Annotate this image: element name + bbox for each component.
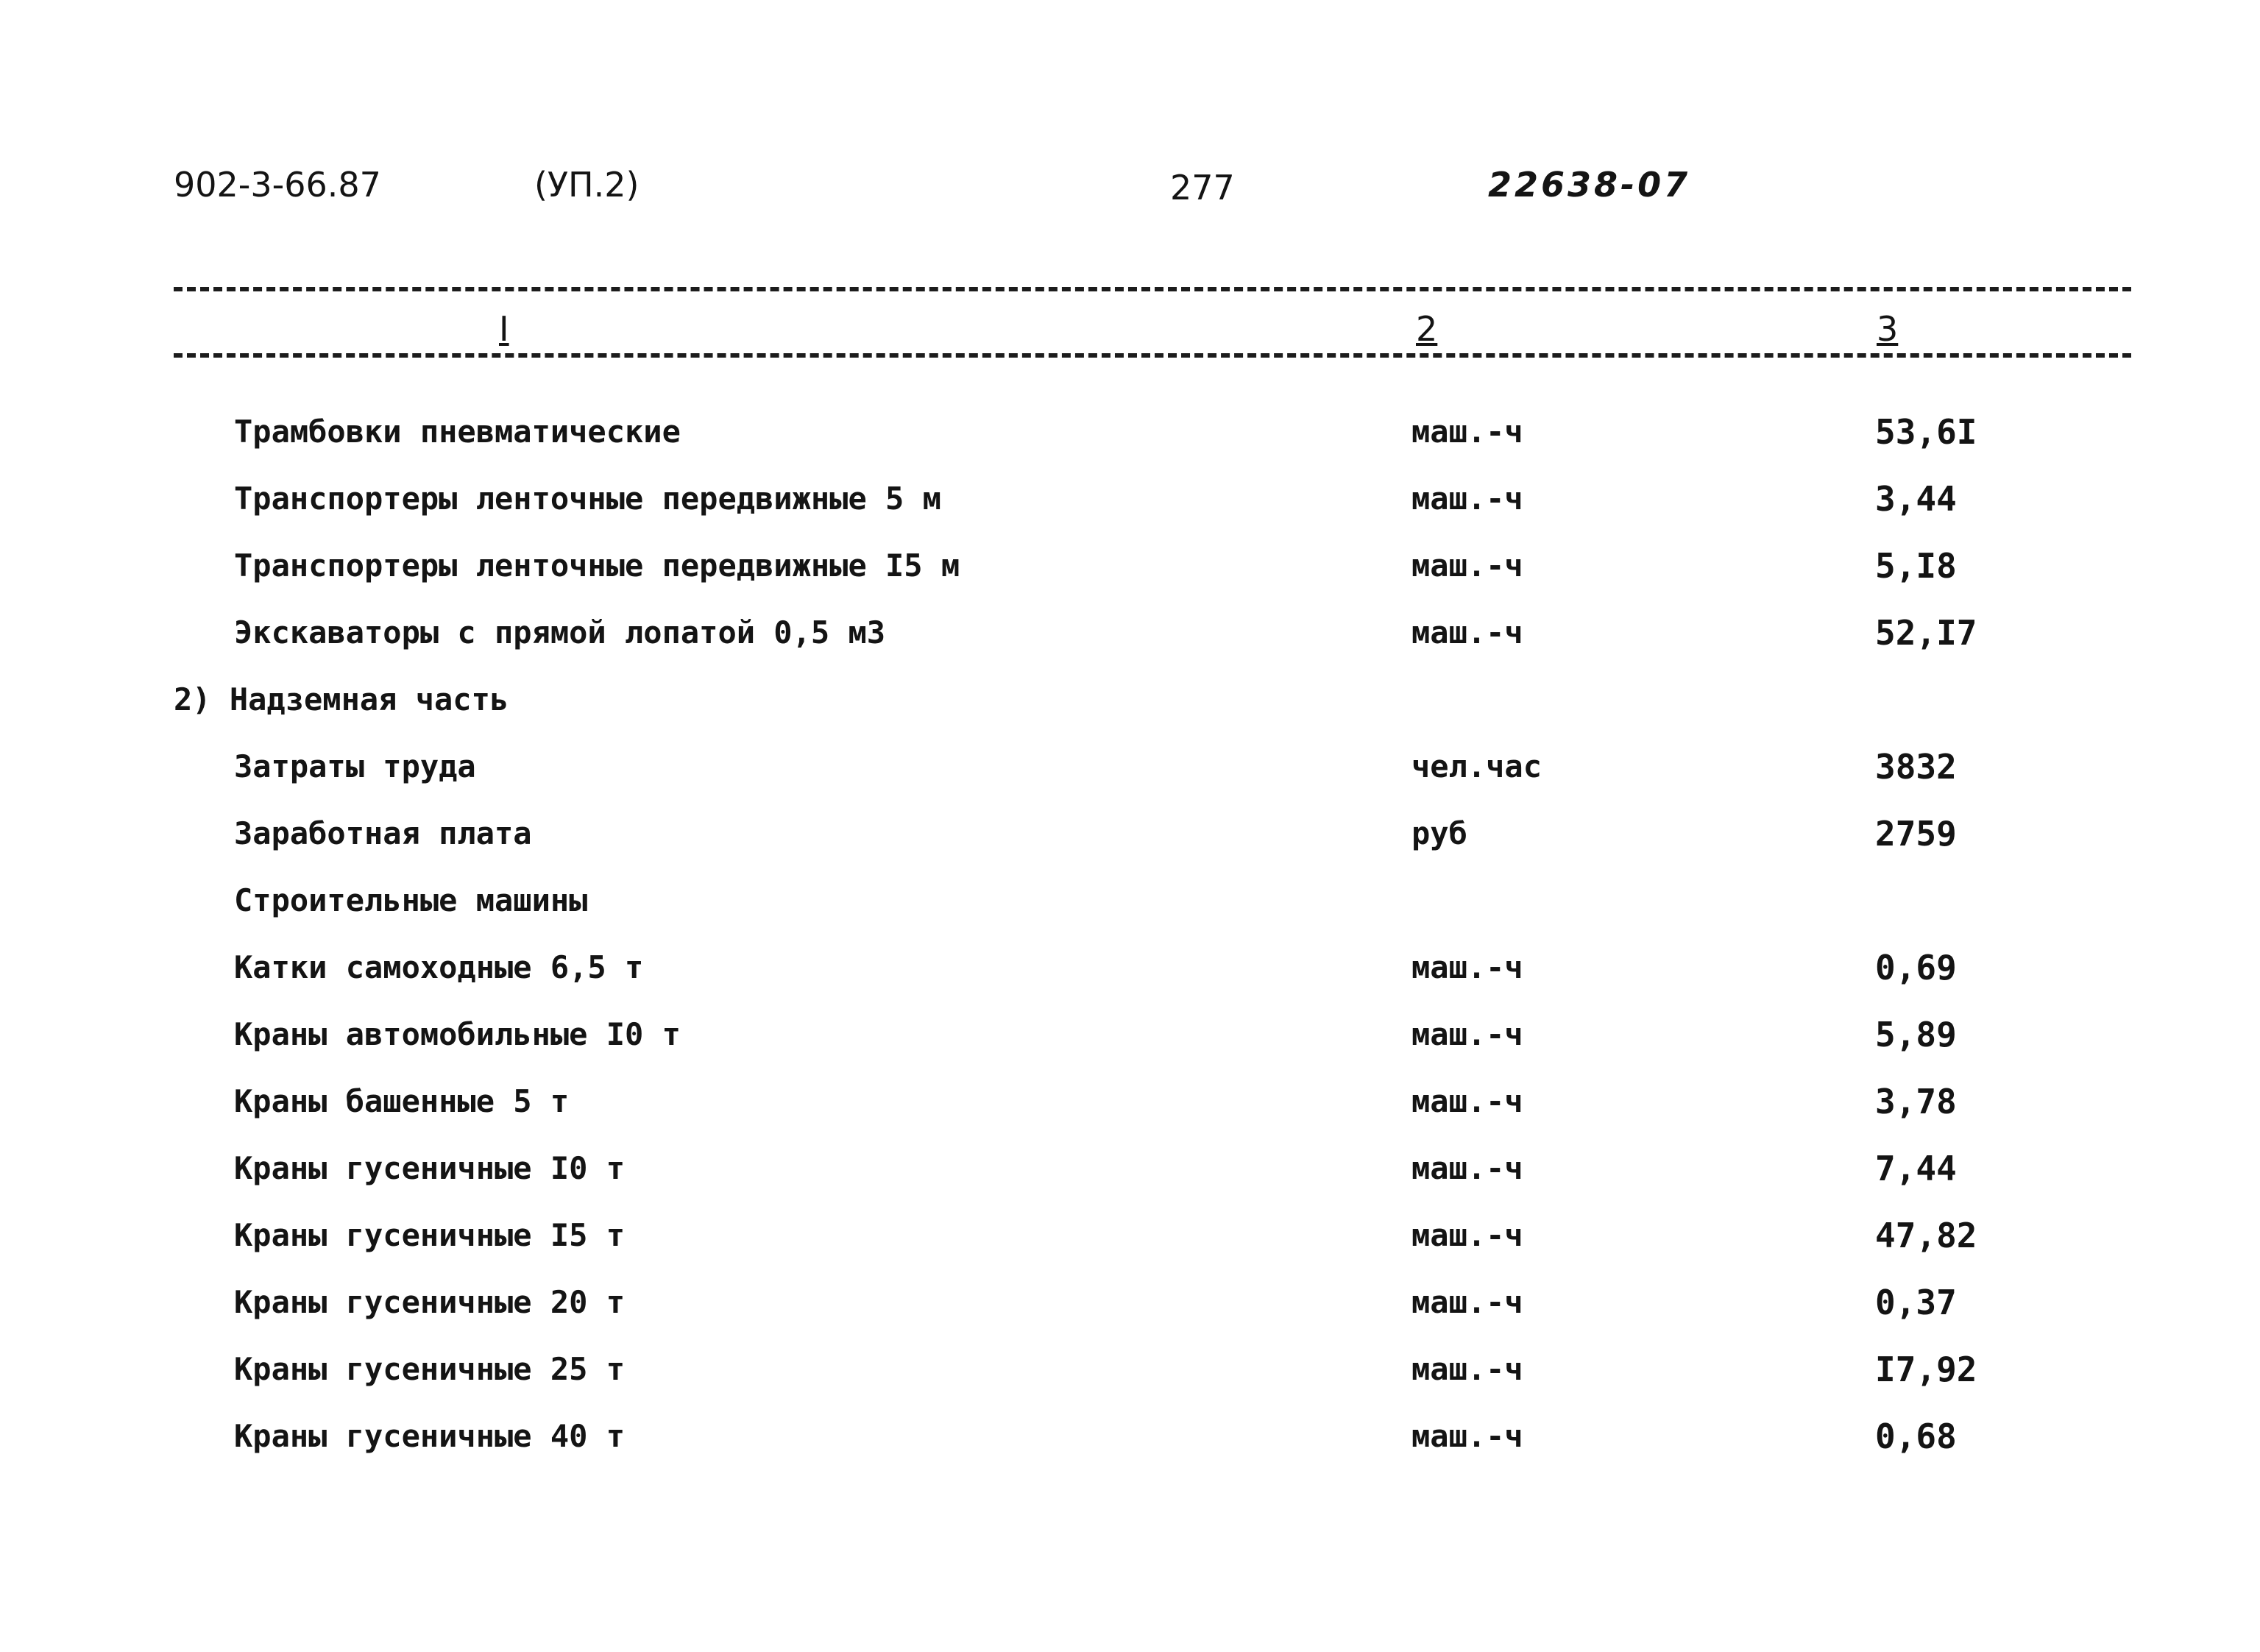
table-row xyxy=(0,1277,2260,1328)
row-unit: маш.-ч xyxy=(1411,1418,1523,1454)
row-name: Краны башенные 5 т xyxy=(234,1083,570,1119)
row-value: 52,I7 xyxy=(1875,613,1977,653)
table-row xyxy=(0,808,2260,859)
row-unit: маш.-ч xyxy=(1411,1150,1523,1186)
row-value: 47,82 xyxy=(1875,1216,1977,1255)
table-row xyxy=(0,1344,2260,1395)
row-name: Краны гусеничные 25 т xyxy=(234,1351,626,1387)
row-value: 3832 xyxy=(1875,747,1957,787)
table-row xyxy=(0,1210,2260,1261)
row-name: Затраты труда xyxy=(234,748,476,784)
row-name: Краны гусеничные 20 т xyxy=(234,1284,626,1320)
column-number-3: 3 xyxy=(1869,312,1905,346)
row-name: Краны автомобильные I0 т xyxy=(234,1016,681,1052)
row-name: Краны гусеничные 40 т xyxy=(234,1418,626,1454)
row-value: 0,69 xyxy=(1875,948,1957,988)
row-name: Экскаваторы с прямой лопатой 0,5 м3 xyxy=(234,614,886,650)
table-header-rule xyxy=(174,353,2131,358)
row-name: Транспортеры ленточные передвижные I5 м xyxy=(234,547,960,584)
row-unit: маш.-ч xyxy=(1411,1284,1523,1320)
section-heading: 2) Надземная часть xyxy=(174,681,509,717)
table-row xyxy=(0,1411,2260,1462)
row-unit: чел.час xyxy=(1411,748,1542,784)
row-value: 0,37 xyxy=(1875,1283,1957,1322)
page-number: 277 xyxy=(1170,168,1235,208)
row-value: 3,78 xyxy=(1875,1082,1957,1121)
document-code: 902-3-66.87 xyxy=(174,165,381,205)
row-name: Заработная плата xyxy=(234,815,532,851)
table-top-rule xyxy=(174,287,2131,291)
row-value: 53,6I xyxy=(1875,412,1977,452)
row-unit: маш.-ч xyxy=(1411,949,1523,985)
row-value: 7,44 xyxy=(1875,1149,1957,1188)
table-row xyxy=(0,1143,2260,1194)
column-number-2: 2 xyxy=(1409,312,1445,346)
table-row xyxy=(0,1076,2260,1127)
row-value: 3,44 xyxy=(1875,479,1957,519)
row-name: Трамбовки пневматические xyxy=(234,414,681,450)
table-row xyxy=(0,540,2260,592)
row-value: 5,I8 xyxy=(1875,546,1957,586)
row-unit: маш.-ч xyxy=(1411,481,1523,517)
table-row xyxy=(0,406,2260,458)
subheading-row xyxy=(0,875,2260,926)
row-value: 5,89 xyxy=(1875,1015,1957,1054)
section-heading-row xyxy=(0,674,2260,726)
row-unit: маш.-ч xyxy=(1411,414,1523,450)
row-name: Краны гусеничные I5 т xyxy=(234,1217,626,1253)
row-value: 0,68 xyxy=(1875,1417,1957,1456)
row-unit: маш.-ч xyxy=(1411,1083,1523,1119)
row-unit: маш.-ч xyxy=(1411,1217,1523,1253)
subheading: Строительные машины xyxy=(234,882,588,918)
table-row xyxy=(0,741,2260,793)
table-row xyxy=(0,607,2260,659)
column-number-1: I xyxy=(492,312,517,346)
table-row xyxy=(0,473,2260,525)
document-section: (УП.2) xyxy=(534,165,640,205)
row-value: I7,92 xyxy=(1875,1350,1977,1389)
row-unit: маш.-ч xyxy=(1411,1016,1523,1052)
row-name: Краны гусеничные I0 т xyxy=(234,1150,626,1186)
row-name: Катки самоходные 6,5 т xyxy=(234,949,644,985)
row-unit: руб xyxy=(1411,815,1467,851)
table-row xyxy=(0,1009,2260,1060)
row-unit: маш.-ч xyxy=(1411,614,1523,650)
table-row xyxy=(0,942,2260,993)
row-unit: маш.-ч xyxy=(1411,1351,1523,1387)
row-unit: маш.-ч xyxy=(1411,547,1523,584)
row-name: Транспортеры ленточные передвижные 5 м xyxy=(234,481,941,517)
document-number: 22638-07 xyxy=(1488,165,1691,205)
row-value: 2759 xyxy=(1875,814,1957,854)
